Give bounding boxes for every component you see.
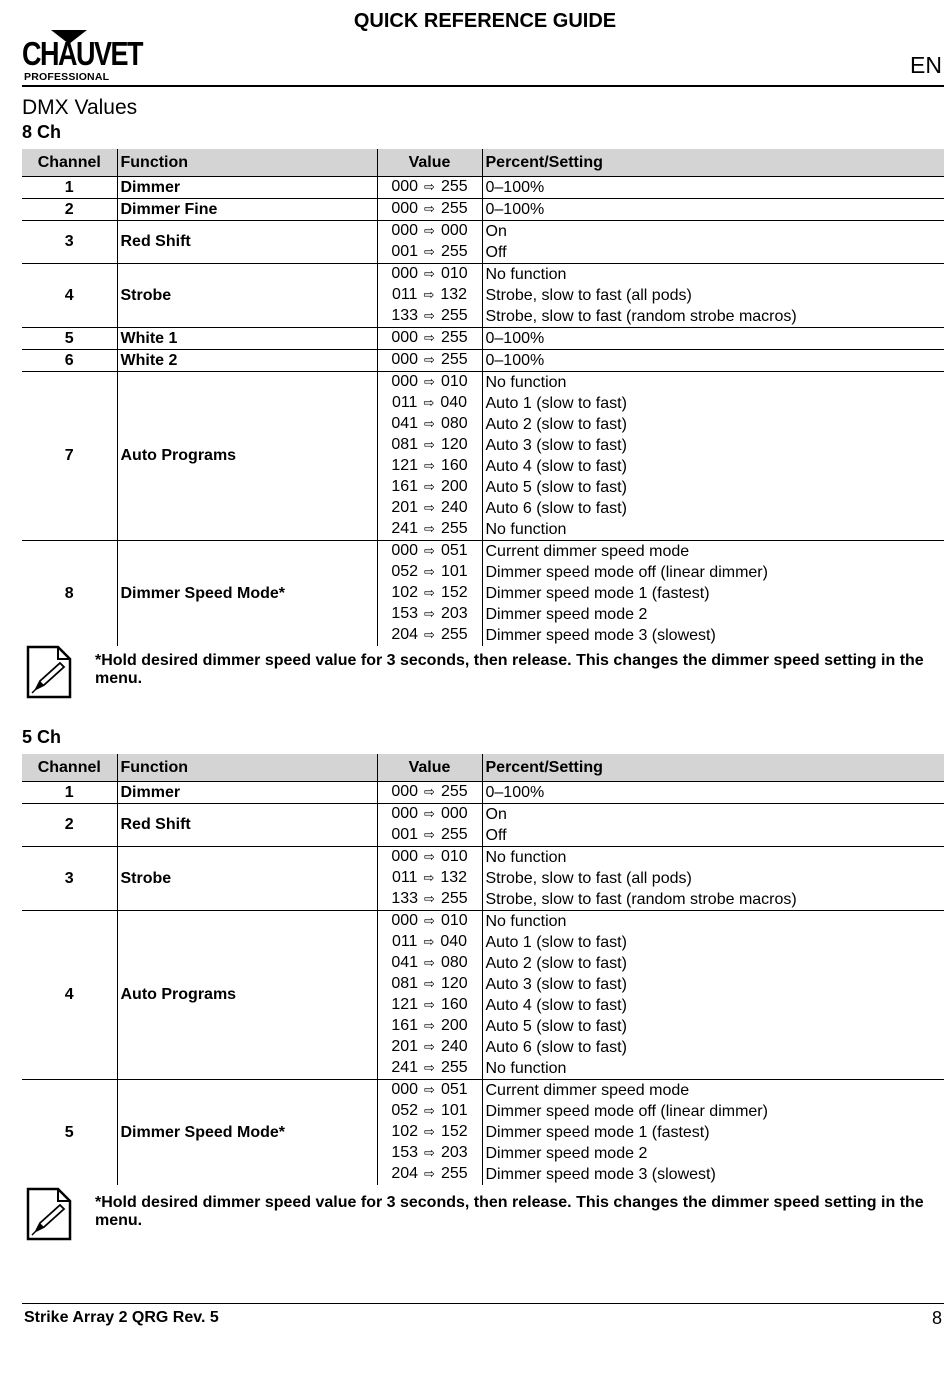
arrow-right-icon: ⇨: [424, 522, 435, 537]
setting-text: Strobe, slow to fast (random strobe macros): [482, 306, 944, 328]
value-end: 255: [440, 520, 468, 537]
value-end: 203: [440, 1144, 468, 1161]
table-title-8ch: 8 Ch: [22, 122, 62, 142]
setting-text: Dimmer speed mode 1 (fastest): [482, 583, 944, 604]
value-start: 161: [391, 478, 419, 495]
setting-text: 0–100%: [482, 328, 944, 350]
value-start: 001: [391, 243, 419, 260]
channel-number: 4: [22, 264, 117, 328]
channel-number: 6: [22, 350, 117, 372]
arrow-right-icon: ⇨: [424, 331, 435, 346]
value-start: 041: [391, 415, 419, 432]
value-end: 080: [440, 954, 468, 971]
value-range: [377, 604, 482, 625]
arrow-right-icon: ⇨: [424, 628, 435, 643]
channel-number: 5: [22, 1080, 117, 1186]
arrow-right-icon: ⇨: [424, 607, 435, 622]
setting-text: Dimmer speed mode 2: [482, 604, 944, 625]
value-start: 081: [391, 975, 419, 992]
value-range: [377, 242, 482, 264]
setting-text: Strobe, slow to fast (all pods): [482, 868, 944, 889]
arrow-right-icon: ⇨: [424, 850, 435, 865]
value-end: 240: [440, 1038, 468, 1055]
arrow-right-icon: ⇨: [424, 180, 435, 195]
value-range: [377, 804, 482, 826]
value-range: [377, 625, 482, 646]
col-header-value: Value: [377, 754, 482, 782]
value-end: 255: [440, 307, 468, 324]
value-end: 120: [440, 975, 468, 992]
arrow-right-icon: ⇨: [424, 224, 435, 239]
function-name: Dimmer Speed Mode*: [117, 541, 377, 647]
value-range: [377, 1143, 482, 1164]
value-range: [377, 199, 482, 221]
value-range: [377, 414, 482, 435]
value-range: [377, 456, 482, 477]
arrow-right-icon: ⇨: [424, 785, 435, 800]
col-header-channel: Channel: [22, 149, 117, 177]
logo-wordmark: CHAUVET: [22, 35, 143, 73]
value-range: [377, 477, 482, 498]
function-name: Dimmer Fine: [117, 199, 377, 221]
note-text-8ch: *Hold desired dimmer speed value for 3 seconds, then release. This changes the dimmer speed setting in the menu.: [95, 652, 924, 687]
value-range: [377, 435, 482, 456]
arrow-right-icon: ⇨: [424, 1040, 435, 1055]
value-end: 255: [440, 783, 468, 800]
setting-text: Current dimmer speed mode: [482, 1080, 944, 1102]
value-start: 000: [391, 783, 419, 800]
table-row: [22, 782, 944, 804]
value-range: [377, 221, 482, 243]
arrow-right-icon: ⇨: [424, 956, 435, 971]
table-row: [22, 847, 944, 869]
value-end: 152: [440, 584, 468, 601]
value-end: 040: [440, 933, 468, 950]
value-range: [377, 177, 482, 199]
value-end: 051: [440, 1081, 468, 1098]
value-start: 000: [391, 265, 419, 282]
value-range: [377, 1037, 482, 1058]
col-header-channel: Channel: [22, 754, 117, 782]
setting-text: Auto 4 (slow to fast): [482, 995, 944, 1016]
section-title: DMX Values: [22, 96, 138, 119]
setting-text: Dimmer speed mode 3 (slowest): [482, 1164, 944, 1185]
value-start: 121: [391, 457, 419, 474]
dmx-table-5ch: [22, 754, 944, 1185]
value-end: 000: [440, 805, 468, 822]
value-end: 255: [440, 243, 468, 260]
value-range: [377, 1122, 482, 1143]
channel-number: 7: [22, 372, 117, 541]
value-end: 132: [440, 869, 468, 886]
col-header-function: Function: [117, 149, 377, 177]
table-row: [22, 350, 944, 372]
setting-text: No function: [482, 519, 944, 541]
value-end: 101: [440, 563, 468, 580]
arrow-right-icon: ⇨: [423, 396, 435, 411]
value-end: 000: [440, 222, 468, 239]
value-range: [377, 350, 482, 372]
function-name: Strobe: [117, 264, 377, 328]
function-name: Dimmer Speed Mode*: [117, 1080, 377, 1186]
channel-number: 8: [22, 541, 117, 647]
setting-text: Auto 3 (slow to fast): [482, 435, 944, 456]
value-end: 255: [440, 1059, 468, 1076]
value-range: [377, 1016, 482, 1037]
value-start: 001: [391, 826, 419, 843]
arrow-right-icon: ⇨: [424, 459, 435, 474]
channel-number: 4: [22, 911, 117, 1080]
arrow-right-icon: ⇨: [423, 935, 435, 950]
value-end: 080: [440, 415, 468, 432]
arrow-right-icon: ⇨: [424, 309, 435, 324]
setting-text: No function: [482, 911, 944, 933]
setting-text: 0–100%: [482, 199, 944, 221]
table-row: [22, 1080, 944, 1102]
value-start: 052: [391, 563, 419, 580]
arrow-right-icon: ⇨: [424, 501, 435, 516]
setting-text: 0–100%: [482, 782, 944, 804]
function-name: Dimmer: [117, 782, 377, 804]
function-name: Strobe: [117, 847, 377, 911]
value-start: 011: [391, 869, 418, 886]
setting-text: Auto 5 (slow to fast): [482, 477, 944, 498]
arrow-right-icon: ⇨: [424, 1104, 435, 1119]
arrow-right-icon: ⇨: [424, 565, 435, 580]
value-end: 203: [440, 605, 468, 622]
setting-text: Auto 5 (slow to fast): [482, 1016, 944, 1037]
value-range: [377, 953, 482, 974]
value-end: 010: [440, 373, 468, 390]
arrow-right-icon: ⇨: [424, 202, 435, 217]
setting-text: Dimmer speed mode off (linear dimmer): [482, 562, 944, 583]
setting-text: 0–100%: [482, 177, 944, 199]
value-range: [377, 932, 482, 953]
arrow-right-icon: ⇨: [424, 892, 435, 907]
value-range: [377, 519, 482, 541]
arrow-right-icon: ⇨: [424, 977, 435, 992]
footer-divider: [22, 1303, 944, 1304]
value-end: 160: [440, 996, 468, 1013]
table-row: [22, 199, 944, 221]
arrow-right-icon: ⇨: [424, 267, 435, 282]
setting-text: Strobe, slow to fast (all pods): [482, 285, 944, 306]
setting-text: Auto 1 (slow to fast): [482, 393, 944, 414]
value-range: [377, 889, 482, 911]
value-start: 000: [391, 912, 419, 929]
value-range: [377, 498, 482, 519]
arrow-right-icon: ⇨: [424, 480, 435, 495]
value-end: 101: [440, 1102, 468, 1119]
dmx-table-8ch: [22, 149, 944, 646]
value-end: 255: [440, 826, 468, 843]
value-end: 040: [440, 394, 468, 411]
language-code: EN: [910, 52, 942, 78]
channel-number: 3: [22, 847, 117, 911]
value-end: 255: [440, 329, 468, 346]
value-start: 052: [391, 1102, 419, 1119]
value-range: [377, 1101, 482, 1122]
value-end: 255: [440, 1165, 468, 1182]
setting-text: Auto 1 (slow to fast): [482, 932, 944, 953]
arrow-right-icon: ⇨: [424, 1167, 435, 1182]
arrow-right-icon: ⇨: [424, 353, 435, 368]
setting-text: On: [482, 804, 944, 826]
value-start: 204: [391, 626, 419, 643]
value-start: 000: [391, 542, 419, 559]
channel-number: 3: [22, 221, 117, 264]
value-range: [377, 562, 482, 583]
arrow-right-icon: ⇨: [424, 375, 435, 390]
value-start: 000: [391, 351, 419, 368]
channel-number: 2: [22, 199, 117, 221]
value-start: 000: [391, 222, 419, 239]
setting-text: Dimmer speed mode 1 (fastest): [482, 1122, 944, 1143]
setting-text: Auto 6 (slow to fast): [482, 1037, 944, 1058]
value-start: 241: [391, 520, 419, 537]
arrow-right-icon: ⇨: [424, 1083, 435, 1098]
value-end: 010: [440, 848, 468, 865]
value-start: 000: [391, 848, 419, 865]
arrow-right-icon: ⇨: [423, 288, 435, 303]
value-start: 000: [391, 373, 419, 390]
setting-text: On: [482, 221, 944, 243]
value-end: 132: [440, 286, 468, 303]
page-number: 8: [931, 1308, 942, 1328]
value-range: [377, 541, 482, 563]
col-header-setting: Percent/Setting: [482, 149, 944, 177]
value-start: 102: [391, 1123, 419, 1140]
table-row: [22, 541, 944, 563]
value-start: 153: [391, 1144, 419, 1161]
value-start: 000: [391, 329, 419, 346]
setting-text: Auto 2 (slow to fast): [482, 414, 944, 435]
value-end: 160: [440, 457, 468, 474]
col-header-value: Value: [377, 149, 482, 177]
logo-subtitle: PROFESSIONAL: [24, 71, 110, 83]
value-range: [377, 995, 482, 1016]
value-start: 133: [391, 890, 419, 907]
channel-number: 5: [22, 328, 117, 350]
value-end: 152: [440, 1123, 468, 1140]
function-name: Auto Programs: [117, 911, 377, 1080]
value-start: 011: [391, 286, 418, 303]
value-range: [377, 328, 482, 350]
value-range: [377, 264, 482, 286]
arrow-right-icon: ⇨: [423, 871, 435, 886]
value-end: 240: [440, 499, 468, 516]
setting-text: Off: [482, 825, 944, 847]
table-row: [22, 221, 944, 243]
value-range: [377, 847, 482, 869]
col-header-setting: Percent/Setting: [482, 754, 944, 782]
arrow-right-icon: ⇨: [424, 586, 435, 601]
value-end: 010: [440, 265, 468, 282]
value-range: [377, 372, 482, 394]
value-start: 153: [391, 605, 419, 622]
function-name: Red Shift: [117, 804, 377, 847]
table-row: [22, 328, 944, 350]
value-end: 200: [440, 1017, 468, 1034]
arrow-right-icon: ⇨: [424, 245, 435, 260]
value-end: 255: [440, 200, 468, 217]
value-range: [377, 285, 482, 306]
setting-text: Auto 6 (slow to fast): [482, 498, 944, 519]
setting-text: No function: [482, 264, 944, 286]
value-start: 201: [391, 499, 419, 516]
header-divider: [22, 85, 944, 87]
value-start: 241: [391, 1059, 419, 1076]
setting-text: Auto 3 (slow to fast): [482, 974, 944, 995]
value-range: [377, 825, 482, 847]
value-start: 011: [391, 394, 418, 411]
setting-text: Dimmer speed mode 2: [482, 1143, 944, 1164]
value-end: 051: [440, 542, 468, 559]
arrow-right-icon: ⇨: [424, 998, 435, 1013]
value-end: 255: [440, 351, 468, 368]
value-start: 081: [391, 436, 419, 453]
value-start: 102: [391, 584, 419, 601]
value-end: 255: [440, 890, 468, 907]
col-header-function: Function: [117, 754, 377, 782]
value-start: 041: [391, 954, 419, 971]
value-end: 255: [440, 626, 468, 643]
value-start: 133: [391, 307, 419, 324]
function-name: Dimmer: [117, 177, 377, 199]
note-icon: [26, 1187, 72, 1241]
setting-text: No function: [482, 372, 944, 394]
value-start: 000: [391, 200, 419, 217]
setting-text: Auto 2 (slow to fast): [482, 953, 944, 974]
value-start: 011: [391, 933, 418, 950]
value-end: 200: [440, 478, 468, 495]
setting-text: 0–100%: [482, 350, 944, 372]
setting-text: Off: [482, 242, 944, 264]
arrow-right-icon: ⇨: [424, 1019, 435, 1034]
value-end: 010: [440, 912, 468, 929]
table-row: [22, 911, 944, 933]
arrow-right-icon: ⇨: [424, 417, 435, 432]
setting-text: Dimmer speed mode 3 (slowest): [482, 625, 944, 646]
setting-text: Dimmer speed mode off (linear dimmer): [482, 1101, 944, 1122]
setting-text: Auto 4 (slow to fast): [482, 456, 944, 477]
arrow-right-icon: ⇨: [424, 914, 435, 929]
arrow-right-icon: ⇨: [424, 1146, 435, 1161]
value-start: 000: [391, 178, 419, 195]
value-start: 000: [391, 805, 419, 822]
document-title: QUICK REFERENCE GUIDE: [353, 10, 617, 32]
arrow-right-icon: ⇨: [424, 807, 435, 822]
table-title-5ch: 5 Ch: [22, 727, 62, 747]
function-name: White 2: [117, 350, 377, 372]
arrow-right-icon: ⇨: [424, 1061, 435, 1076]
footer-doc-name: Strike Array 2 QRG Rev. 5: [24, 1309, 219, 1326]
setting-text: Current dimmer speed mode: [482, 541, 944, 563]
value-start: 121: [391, 996, 419, 1013]
table-row: [22, 372, 944, 394]
function-name: Auto Programs: [117, 372, 377, 541]
value-start: 000: [391, 1081, 419, 1098]
function-name: Red Shift: [117, 221, 377, 264]
note-text-5ch: *Hold desired dimmer speed value for 3 seconds, then release. This changes the dimmer speed setting in the menu.: [95, 1194, 924, 1229]
table-row: [22, 804, 944, 826]
arrow-right-icon: ⇨: [424, 1125, 435, 1140]
value-range: [377, 911, 482, 933]
channel-number: 1: [64, 178, 74, 196]
value-start: 161: [391, 1017, 419, 1034]
value-range: [377, 974, 482, 995]
chauvet-logo: [22, 30, 143, 84]
setting-text: No function: [482, 1058, 944, 1080]
value-start: 201: [391, 1038, 419, 1055]
value-range: [377, 868, 482, 889]
channel-number: 1: [64, 783, 74, 801]
value-range: [377, 1058, 482, 1080]
value-end: 120: [440, 436, 468, 453]
value-range: [377, 1080, 482, 1102]
setting-text: Strobe, slow to fast (random strobe macros): [482, 889, 944, 911]
arrow-right-icon: ⇨: [424, 544, 435, 559]
value-end: 255: [440, 178, 468, 195]
value-range: [377, 306, 482, 328]
table-row: [22, 264, 944, 286]
table-row: [22, 177, 944, 199]
function-name: White 1: [117, 328, 377, 350]
value-start: 204: [391, 1165, 419, 1182]
arrow-right-icon: ⇨: [424, 438, 435, 453]
value-range: [377, 1164, 482, 1185]
channel-number: 2: [22, 804, 117, 847]
note-icon: [26, 645, 72, 699]
value-range: [377, 583, 482, 604]
value-range: [377, 393, 482, 414]
arrow-right-icon: ⇨: [424, 828, 435, 843]
value-range: [377, 782, 482, 804]
setting-text: No function: [482, 847, 944, 869]
